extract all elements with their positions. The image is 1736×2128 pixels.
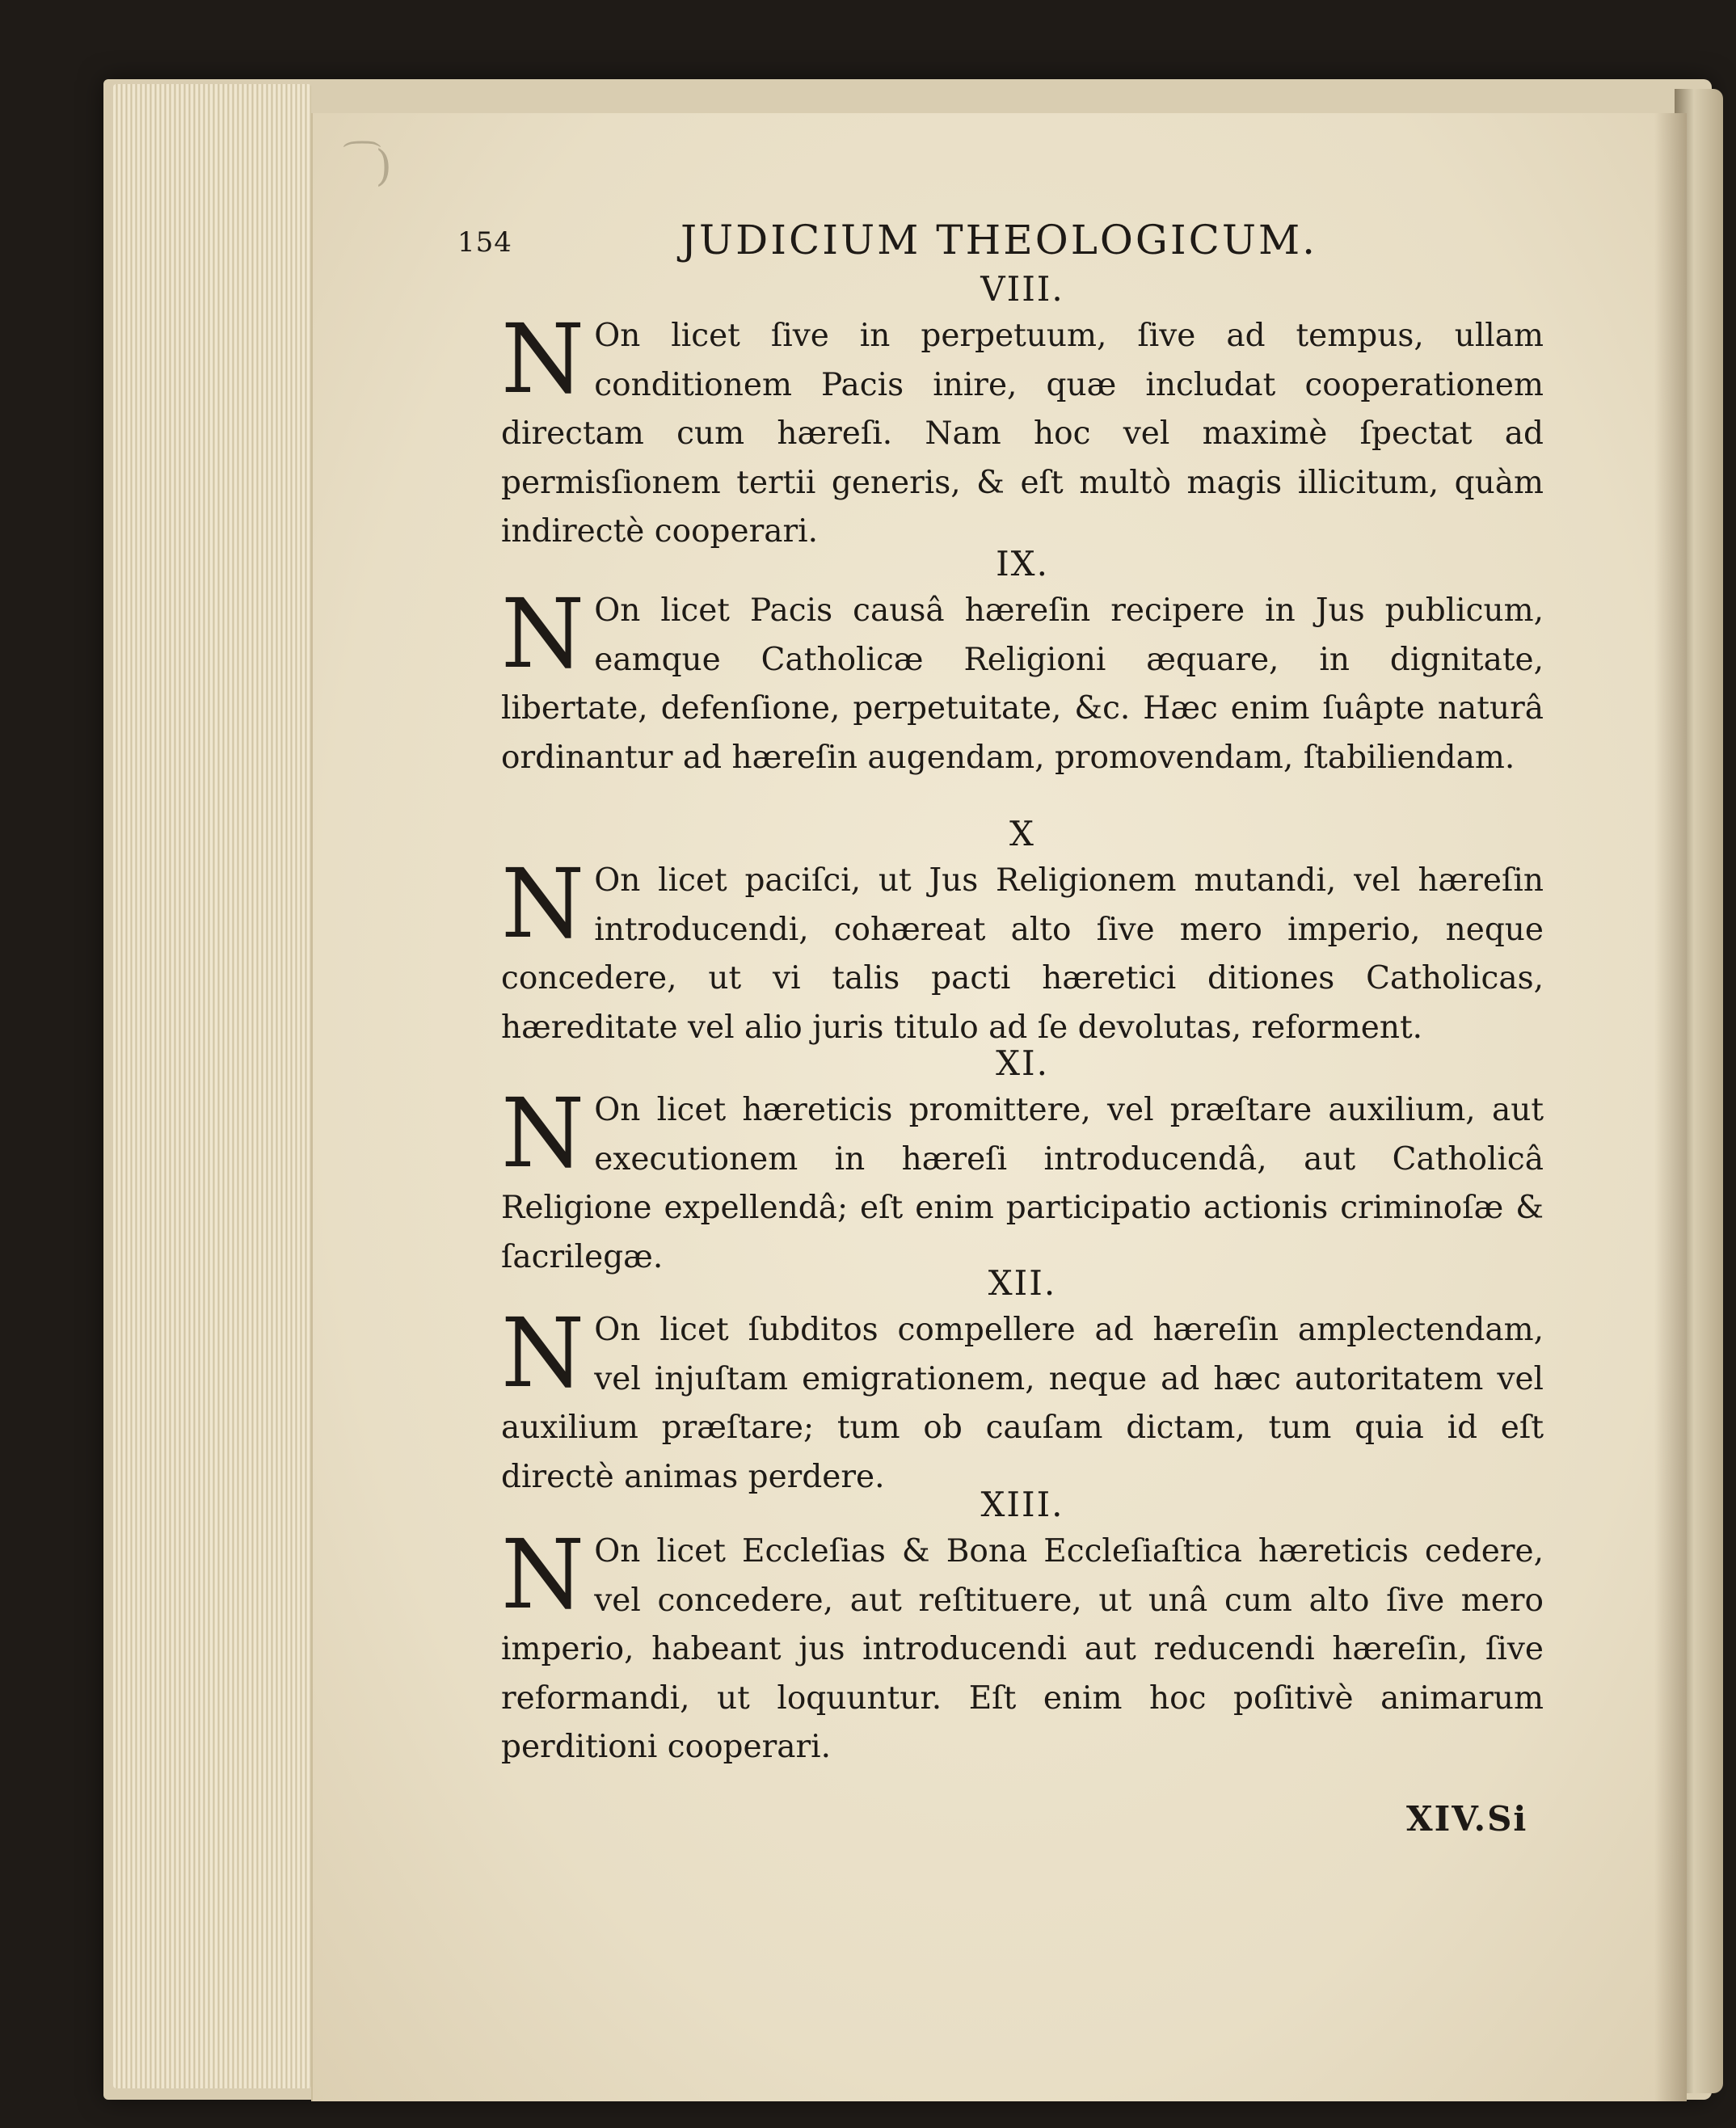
- section-numeral: X: [1009, 814, 1035, 853]
- page-title: JUDICIUM THEOLOGICUM.: [680, 217, 1318, 263]
- corner-mark: ͡ ): [362, 142, 392, 191]
- section-numeral: XII.: [988, 1263, 1057, 1303]
- drop-cap: N: [501, 578, 585, 689]
- page-gutter: [1654, 113, 1687, 2101]
- paragraph-text: On licet Pacis causâ hæreſin recipere in Jus publicum, eamque Catholicæ Religioni æquare, in dignitate, libertate, defenſione, perpetuitate, &c. Hæc enim ſuâpte naturâ ordinantur ad hæreſin augendam, promovendam, ſtabiliendam.: [501, 592, 1544, 776]
- section-paragraph: [501, 848, 1544, 1052]
- section-numeral: XIII.: [980, 1485, 1064, 1524]
- section-ix: [501, 541, 1544, 782]
- section-paragraph: [501, 1519, 1544, 1772]
- running-head: [457, 217, 1427, 265]
- section-numeral: IX.: [996, 544, 1049, 584]
- paragraph-text: On licet ſive in perpetuum, ſive ad tempus, ullam conditionem Pacis inire, quæ includat cooperationem directam cum hæreſi. Nam hoc vel maximè ſpectat ad permisſionem tertii generis, & eſt multò magis illicitum, quàm indirectè cooperari.: [501, 318, 1544, 550]
- section-paragraph: [501, 1297, 1544, 1502]
- paragraph-text: On licet paciſci, ut Jus Religionem mutandi, vel hæreſin introducendi, cohæreat alto ſive mero imperio, neque concedere, ut vi talis pacti hæretici ditiones Catholicas, hæreditate vel alio juris titulo ad ſe devolutas, reforment.: [501, 862, 1544, 1046]
- drop-cap: N: [501, 1519, 585, 1630]
- section-xii: [501, 1261, 1544, 1502]
- section-numeral: VIII.: [980, 269, 1064, 309]
- section-xiii: [501, 1482, 1544, 1772]
- paragraph-text: On licet hæreticis promittere, vel præſtare auxilium, aut executionem in hæreſi introducendâ, aut Catholicâ Religione expellendâ; eſt enim participatio actionis criminoſæ & ſacrilegæ.: [501, 1092, 1544, 1275]
- drop-cap: N: [501, 848, 585, 959]
- page-edges: [113, 84, 311, 2088]
- section-viii: [501, 267, 1544, 557]
- paragraph-text: On licet ſubditos compellere ad hæreſin amplectendam, vel injuſtam emigrationem, neque ad hæc autoritatem vel auxilium præſtare; tum ob cauſam dictam, tum quia id eſt directè animas perdere.: [501, 1312, 1544, 1495]
- section-paragraph: [501, 1077, 1544, 1282]
- paragraph-text: On licet Eccleſias & Bona Eccleſiaſtica hæreticis cedere, vel concedere, aut reſtituere, ut unâ cum alto ſive mero imperio, habeant jus introducendi aut reducendi hæreſin, ſive reformandi, ut loquuntur. Eſt enim hoc poſitivè animarum perditioni cooperari.: [501, 1533, 1544, 1765]
- section-numeral: XI.: [996, 1043, 1049, 1083]
- drop-cap: N: [501, 1297, 585, 1409]
- drop-cap: N: [501, 303, 585, 415]
- section-x: [501, 811, 1544, 1052]
- section-xi: [501, 1041, 1544, 1282]
- catchword: XIV.Si: [1406, 1799, 1528, 1839]
- drop-cap: N: [501, 1077, 585, 1189]
- section-paragraph: [501, 303, 1544, 557]
- section-paragraph: [501, 578, 1544, 782]
- page-number: 154: [457, 226, 512, 259]
